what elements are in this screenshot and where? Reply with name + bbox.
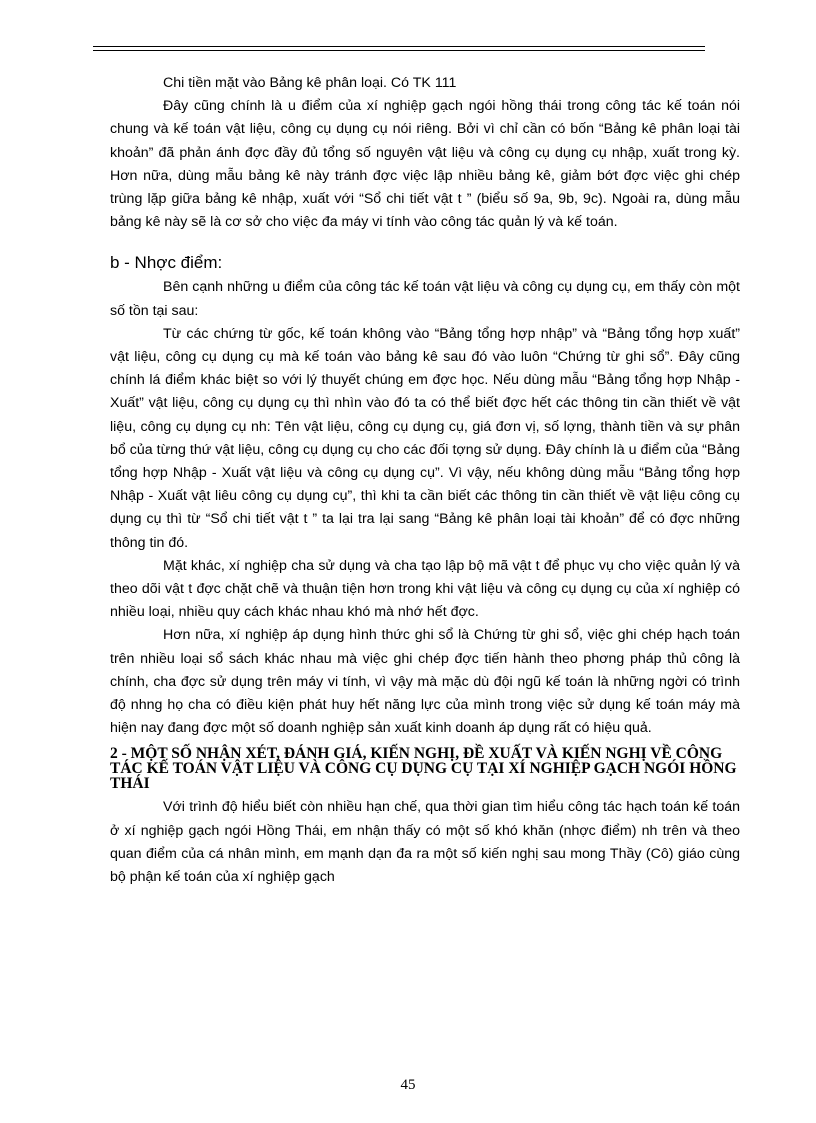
paragraph: Mặt khác, xí nghiệp cha sử dụng và cha tạo lập bộ mã vật t để phục vụ cho việc quản lý và theo dõi vật t đợc chặt chẽ và thuận tiện hơn trong khi vật liệu và công cụ dụng cụ của xí nghiệp có nhiều loại, nhiều quy cách khác nhau khó mà nhớ hết đợc.: [110, 557, 740, 621]
top-section: [110, 72, 740, 234]
paragraph: Bên cạnh những u điểm của công tác kế toán vật liệu và công cụ dụng cụ, em thấy còn một số tồn tại sau:: [110, 279, 740, 319]
section-heading: 2 - MỘT SỐ NHẬN XÉT, ĐÁNH GIÁ, KIẾN NGHỊ, ĐỀ XUẤT VÀ KIẾN NGHỊ VỀ CÔNG TÁC KẾ TOÁN VẬT LIỆU VÀ CÔNG CỤ DỤNG CỤ TẠI XÍ NGHIỆP GẠCH NGÓI HỒNG THÁI: [110, 745, 737, 793]
bottom-section: [110, 796, 740, 889]
subheading-weaknesses: b - Nhợc điểm:: [110, 253, 223, 273]
paragraph: Với trình độ hiểu biết còn nhiều hạn chế, qua thời gian tìm hiểu công tác hạch toán kế toán ở xí nghiệp gạch ngói Hồng Thái, em nhận thấy có một số khó khăn (nhợc điểm) nh trên và theo quan điểm của cá nhân mình, em mạnh dạn đa ra một số kiến nghị sau mong Thầy (Cô) giáo cùng bộ phận kế toán của xí nghiệp gạch: [110, 799, 740, 886]
document-page: [110, 72, 740, 889]
header-rule-top: [93, 46, 705, 47]
paragraph: Hơn nữa, xí nghiệp áp dụng hình thức ghi sổ là Chứng từ ghi sổ, việc ghi chép hạch toán trên nhiều loại sổ sách khác nhau mà việc ghi chép đợc tiến hành theo phơng pháp thủ công là chính, cha đợc sử dụng trên máy vi tính, vì vậy mà mặc dù đội ngũ kế toán là những ngời có trình độ nhng họ cha có điều kiện phát huy hết năng lực của mình trong việc sử dụng kế toán máy mà hiện nay đang đợc một số doanh nghiệp sản xuất kinh doanh áp dụng rất có hiệu quả.: [110, 627, 740, 737]
header-rule-bottom: [93, 50, 705, 51]
page-number: 45: [400, 1077, 416, 1093]
paragraph: Từ các chứng từ gốc, kế toán không vào “Bảng tổng hợp nhập” và “Bảng tổng hợp xuất” vật liệu, công cụ dụng cụ mà kế toán vào bảng kê sau đó vào luôn “Chứng từ ghi sổ”. Đây cũng chính lá điểm khác biệt so với lý thuyết chúng em đợc học. Nếu dùng mẫu “Bảng tổng hợp Nhập - Xuất” vật liệu, công cụ dụng cụ thì nhìn vào đó ta có thể biết đợc hết các thông tin cần thiết về vật liệu, công cụ dụng cụ nh: Tên vật liệu, công cụ dụng cụ, giá đơn vị, số lợng, thành tiền và sự phân bổ của từng thứ vật liệu, công cụ dụng cụ cho các đối tợng sử dụng. Đây chính là u điểm của “Bảng tổng hợp Nhập - Xuất vật liệu và công cụ dụng cụ”. Vì vậy, nếu không dùng mẫu “Bảng tổng hợp Nhập - Xuất vật liêu công cụ dụng cụ”, thì khi ta cần biết các thông tin cần thiết về vật liệu công cụ dụng cụ thì từ “Sổ chi tiết vật t ” ta lại tra lại sang “Bảng kê phân loại tài khoản” để có đợc những thông tin đó.: [110, 325, 740, 551]
weaknesses-section: [110, 276, 740, 740]
paragraph: Chi tiền mặt vào Bảng kê phân loại. Có TK 111: [163, 75, 457, 91]
paragraph: Đây cũng chính là u điểm của xí nghiệp gạch ngói hồng thái trong công tác kế toán nói chung và kế toán vật liệu, công cụ dụng cụ nói riêng. Bởi vì chỉ cần có bốn “Bảng kê phân loại tài khoản” đã phản ánh đợc đầy đủ tổng số nguyên vật liệu và công cụ dụng cụ nhập, xuất trong kỳ. Hơn nữa, dùng mẫu bảng kê này tránh đợc việc lập nhiều bảng kê, giảm bớt đợc việc ghi chép trùng lặp giữa bảng kê nhập, xuất với “Sổ chi tiết vật t ” (biểu số 9a, 9b, 9c). Ngoài ra, dùng mẫu bảng kê này sẽ là cơ sở cho việc đa máy vi tính vào công tác quản lý và kế toán.: [110, 98, 740, 231]
